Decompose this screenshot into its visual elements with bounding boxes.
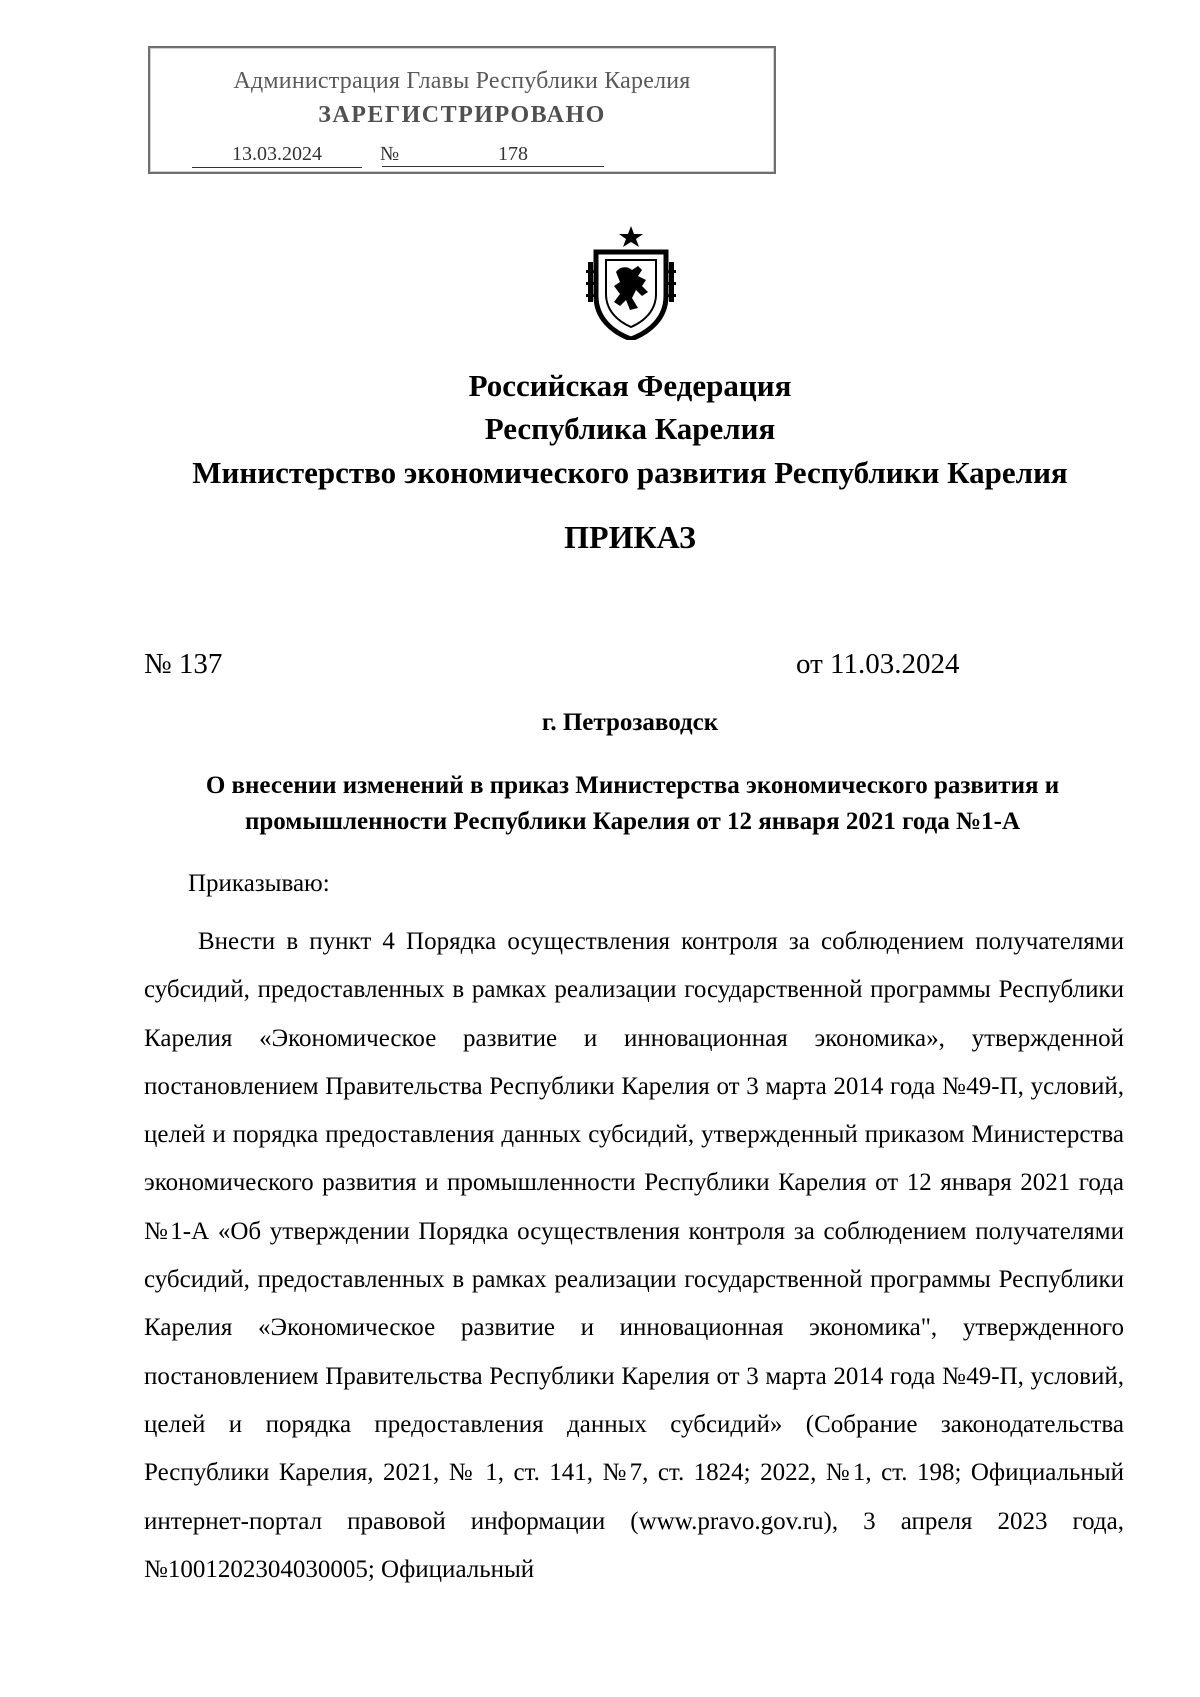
heading-country: Российская Федерация [468,368,792,403]
heading-republic: Республика Карелия [484,411,776,446]
karelia-coat-of-arms-icon [586,226,676,340]
order-title: О внесении изменений в приказ Министерства экономического развития и промышленности Республики Карелия от 12 января 2021 года №1-А [205,772,1060,835]
stamp-organization: Администрация Главы Республики Карелия [233,68,691,94]
order-city: г. Петрозаводск [541,709,719,736]
stamp-number: 178 [382,142,604,167]
document-type: ПРИКАЗ [564,519,696,555]
stamp-status: ЗАРЕГИСТРИРОВАНО [318,102,606,128]
stamp-number-label: № [380,143,400,165]
order-number: № 137 [144,648,223,680]
order-directive: Приказываю: [188,870,330,897]
order-body: Внести в пункт 4 Порядка осуществления контроля за соблюдением получателями субсидий, предоставленных в рамках реализации государственной программы Республики Карелия «Экономическое развитие и инновационная экономика», утвержденной постановлением Правительства Республики Карелия от 3 марта 2014 года №49-П, условий, целей и порядка предоставления данных субсидий, утвержденный приказом Министерства экономического развития и промышленности Республики Карелия от 12 января 2021 года №1-А «Об утверждении Порядка осуществления контроля за соблюдением получателями субсидий, предоставленных в рамках реализации государственной программы Республики Карелия «Экономическое развитие и инновационная экономика", утвержденного постановлением Правительства Республики Карелия от 3 марта 2014 года №49-П, условий, целей и порядка предоставления данных субсидий» (Собрание законодательства Республики Карелия, 2021, № 1, ст. 141, №7, ст. 1824; 2022, №1, ст. 198; Официальный интернет-портал правовой информации (www.pravo.gov.ru), 3 апреля 2023 года, №1001202304030005; Официальный [144,928,1124,1583]
registration-stamp [148,46,776,174]
heading-ministry: Министерство экономического развития Республики Карелия [192,455,1068,490]
stamp-date: 13.03.2024 [192,142,362,168]
order-date: от 11.03.2024 [796,648,960,680]
